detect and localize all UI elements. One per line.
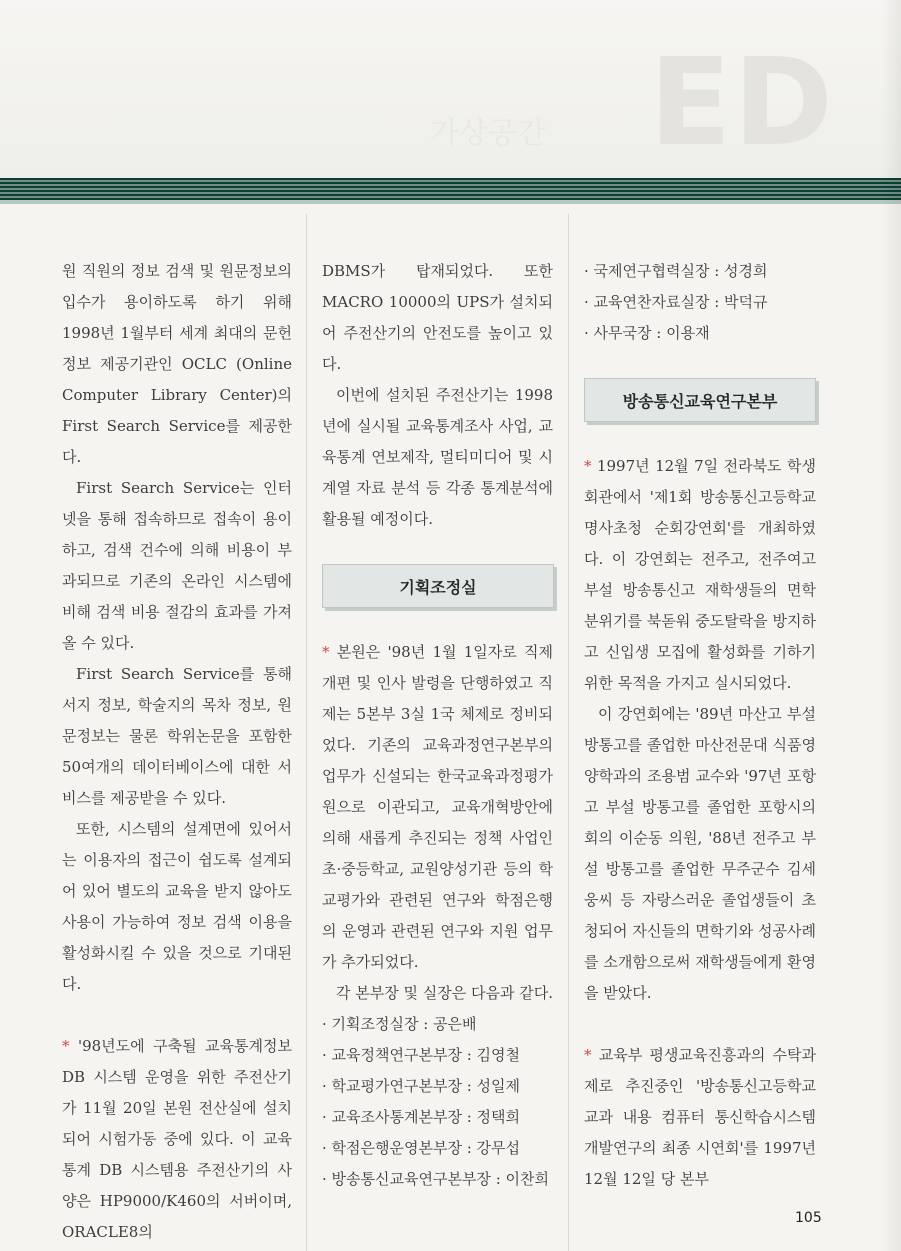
column-3 xyxy=(584,256,816,1195)
paragraph-text: 1997년 12월 7일 전라북도 학생회관에서 '제1회 방송통신고등학교 명사초청 순회강연회'를 개최하였다. 이 강연회는 전주고, 전주여고 부설 방송통신고 재학생들의 면학 분위기를 북돋워 중도탈락을 방지하고 신입생 모집에 활성화를 기하기 위한 목적을 가지고 실시되었다. xyxy=(584,457,816,692)
paragraph: 원 직원의 정보 검색 및 원문정보의 입수가 용이하도록 하기 위해 1998년 1월부터 세계 최대의 문헌 정보 제공기관인 OCLC (Online Computer Library Center)의 First Search Service를 제공한다. xyxy=(62,262,292,466)
column-divider xyxy=(568,214,569,1251)
header-watermark: ED xyxy=(649,34,835,173)
paragraph: 이번에 설치된 주전산기는 1998년에 실시될 교육통계조사 사업, 교육통계 연보제작, 멀티미디어 및 시계열 자료 분석 등 각종 통계분석에 활용될 예정이다. xyxy=(322,386,553,528)
paragraph: DBMS가 탑재되었다. 또한 MACRO 10000의 UPS가 설치되어 주전산기의 안전도를 높이고 있다. xyxy=(322,262,553,373)
page-number: 105 xyxy=(795,1210,822,1226)
paragraph: 또한, 시스템의 설계면에 있어서는 이용자의 접근이 쉽도록 설계되어 있어 별도의 교육을 받지 않아도 사용이 가능하여 정보 검색 이용을 활성화시킬 수 있을 것으로 기대된다. xyxy=(62,820,292,993)
paragraph-text: '98년도에 구축될 교육통계정보 DB 시스템 운영을 위한 주전산기가 11월 20일 본원 전산실에 설치되어 시험가동 중에 있다. 이 교육통계 DB 시스템용 주전산기의 사양은 HP9000/K460의 서버이며, ORACLE8의 xyxy=(62,1037,292,1241)
staff-item: · 학점은행운영본부장 : 강무섭 xyxy=(322,1139,521,1157)
staff-item: · 교육정책연구본부장 : 김영철 xyxy=(322,1046,521,1064)
bullet-mark: * xyxy=(62,1037,70,1055)
bullet-mark: * xyxy=(584,1046,592,1064)
column-1 xyxy=(62,256,292,1248)
section-heading-planning: 기획조정실 xyxy=(322,564,554,608)
staff-item: · 방송통신교육연구본부장 : 이찬희 xyxy=(322,1170,549,1188)
bullet-mark: * xyxy=(584,457,592,475)
staff-item: · 기획조정실장 : 공은배 xyxy=(322,1015,477,1033)
staff-item: · 국제연구협력실장 : 성경희 xyxy=(584,262,768,280)
paragraph: First Search Service를 통해 서지 정보, 학술지의 목차 정보, 원문정보는 물론 학위논문을 포함한 50여개의 데이터베이스에 대한 서비스를 제공받을 수 있다. xyxy=(62,665,292,807)
header-rule xyxy=(0,178,901,200)
column-2 xyxy=(322,256,553,1195)
paragraph xyxy=(584,451,816,699)
page-edge-shadow xyxy=(881,0,901,1251)
section-heading-broadcast: 방송통신교육연구본부 xyxy=(584,378,816,422)
paragraph xyxy=(62,1031,292,1248)
paragraph xyxy=(584,1040,816,1195)
header-watermark-sub: 가상공간 xyxy=(430,116,546,151)
bullet-mark: * xyxy=(322,643,330,661)
staff-item: · 교육연찬자료실장 : 박덕규 xyxy=(584,293,768,311)
staff-item: · 사무국장 : 이용재 xyxy=(584,324,710,342)
paragraph xyxy=(322,637,553,978)
column-divider xyxy=(306,214,307,1251)
paragraph: First Search Service는 인터넷을 통해 접속하므로 접속이 용이하고, 검색 건수에 의해 비용이 부과되므로 기존의 온라인 시스템에 비해 검색 비용 절감의 효과를 가져올 수 있다. xyxy=(62,479,292,652)
staff-item: · 학교평가연구본부장 : 성일제 xyxy=(322,1077,521,1095)
paragraph-text: 본원은 '98년 1월 1일자로 직제개편 및 인사 발령을 단행하였고 직제는 5본부 3실 1국 체제로 정비되었다. 기존의 교육과정연구본부의 업무가 신설되는 한국교육과정평가원으로 이관되고, 교육개혁방안에 의해 새롭게 추진되는 정책 사업인 초·중등학교, 교원양성기관 등의 학교평가와 관련된 연구와 학점은행의 운영과 관련된 연구와 지원 업무가 추가되었다. xyxy=(322,643,553,971)
paragraph-text: 교육부 평생교육진흥과의 수탁과제로 추진중인 '방송통신고등학교 교과 내용 컴퓨터 통신학습시스템 개발연구의 최종 시연회'를 1997년 12월 12일 당 본부 xyxy=(584,1046,816,1188)
paragraph: 각 본부장 및 실장은 다음과 같다. xyxy=(336,984,553,1002)
paragraph: 이 강연회에는 '89년 마산고 부설 방통고를 졸업한 마산전문대 식품영양학과의 조용범 교수와 '97년 포항고 부설 방통고를 졸업한 포항시의회의 이순동 의원, '88년 전주고 부설 방통고를 졸업한 무주군수 김세웅씨 등 자랑스러운 졸업생들이 초청되어 자신들의 면학기와 성공사례를 소개함으로써 재학생들에게 환영을 받았다. xyxy=(584,705,816,1002)
staff-item: · 교육조사통계본부장 : 정택희 xyxy=(322,1108,521,1126)
header-rule-light xyxy=(0,200,901,204)
